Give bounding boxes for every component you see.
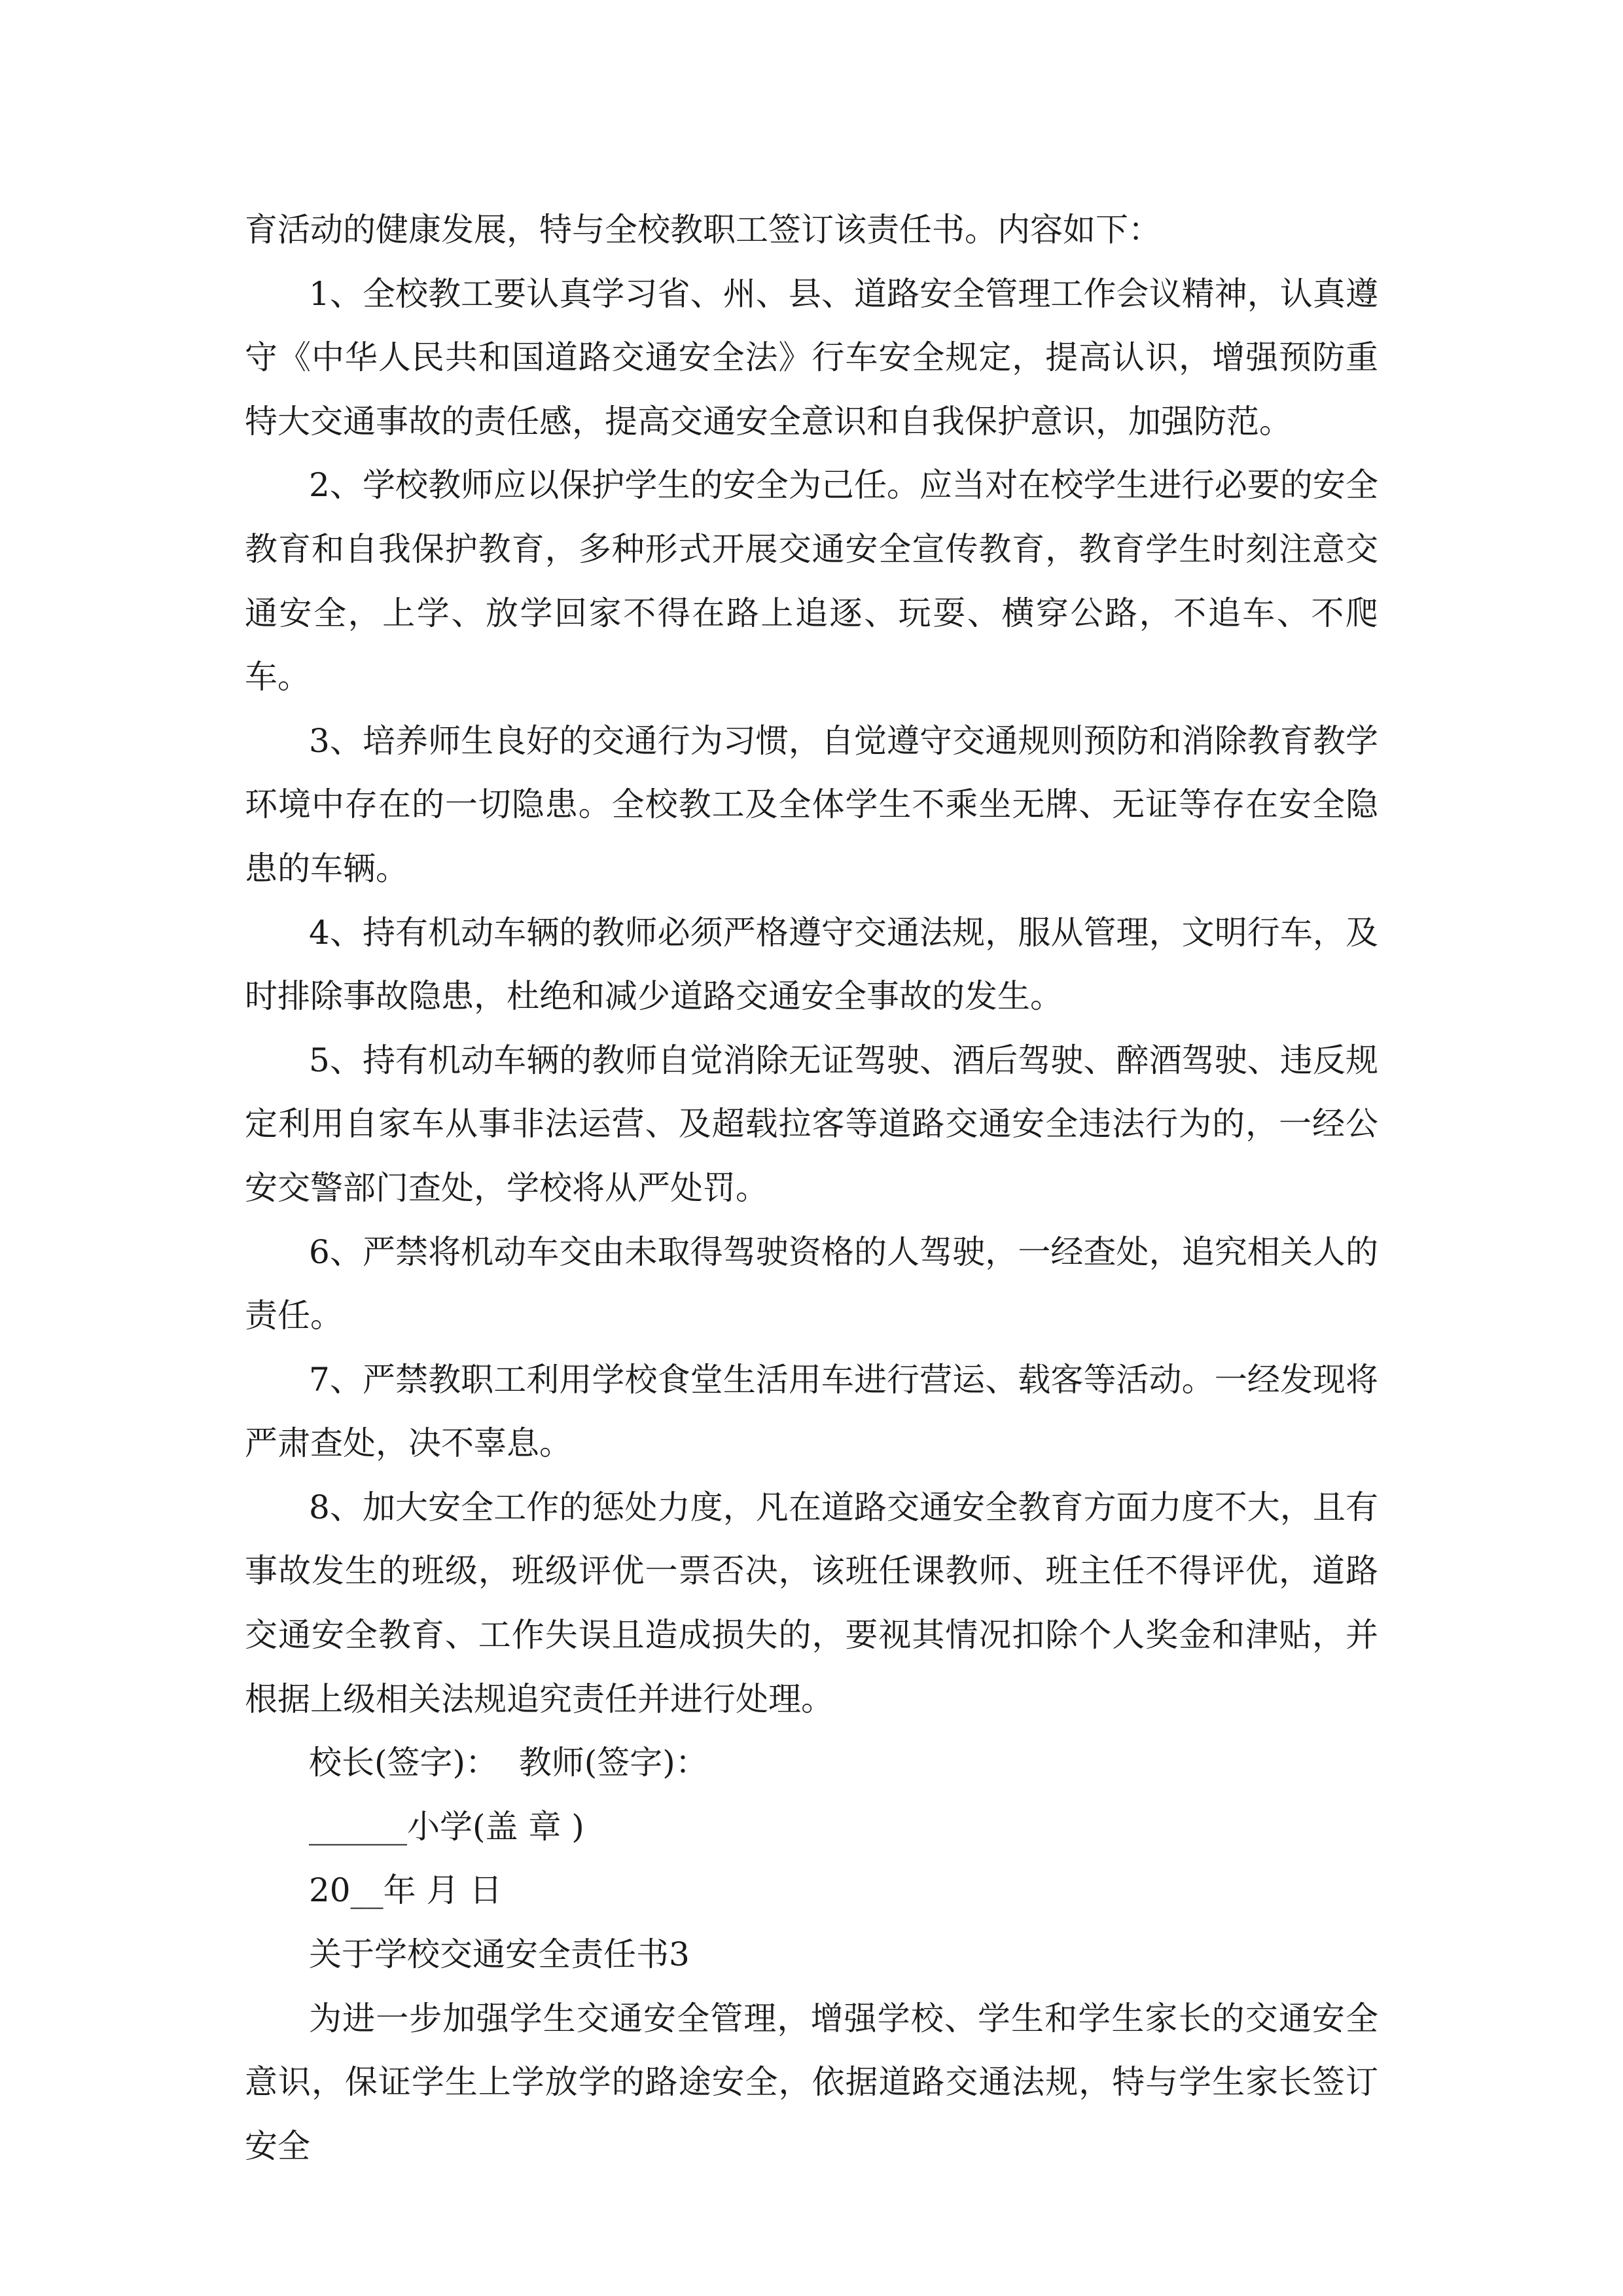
school-seal-line: ______小学(盖 章 ) (309, 1807, 584, 1846)
document-page (245, 198, 1378, 2178)
clause-4: 4、持有机动车辆的教师必须严格遵守交通法规，服从管理，文明行车，及时排除事故隐患，杜绝和减少道路交通安全事故的发生。 (245, 913, 1378, 1016)
clause-6: 6、严禁将机动车交由未取得驾驶资格的人驾驶，一经查处，追究相关人的责任。 (245, 1232, 1378, 1335)
section-title: 关于学校交通安全责任书3 (309, 1935, 690, 1974)
date-line: 20__年 月 日 (309, 1871, 503, 1910)
clause-3: 3、培养师生良好的交通行为习惯，自觉遵守交通规则预防和消除教育教学环境中存在的一切隐患。全校教工及全体学生不乘坐无牌、无证等存在安全隐患的车辆。 (245, 721, 1378, 888)
clause-5: 5、持有机动车辆的教师自觉消除无证驾驶、酒后驾驶、醉酒驾驶、违反规定利用自家车从事非法运营、及超载拉客等道路交通安全违法行为的，一经公安交警部门查处，学校将从严处罚。 (245, 1041, 1378, 1207)
clause-2: 2、学校教师应以保护学生的安全为己任。应当对在校学生进行必要的安全教育和自我保护教育，多种形式开展交通安全宣传教育，教育学生时刻注意交通安全，上学、放学回家不得在路上追逐、玩耍、横穿公路，不追车、不爬车。 (245, 466, 1378, 696)
clause-1: 1、全校教工要认真学习省、州、县、道路安全管理工作会议精神，认真遵守《中华人民共和国道路交通安全法》行车安全规定，提高认识，增强预防重特大交通事故的责任感，提高交通安全意识和自我保护意识，加强防范。 (245, 274, 1378, 440)
continuation-paragraph: 育活动的健康发展，特与全校教职工签订该责任书。内容如下： (245, 211, 1161, 249)
clause-8: 8、加大安全工作的惩处力度，凡在道路交通安全教育方面力度不大，且有事故发生的班级，班级评优一票否决，该班任课教师、班主任不得评优，道路交通安全教育、工作失误且造成损失的，要视其情况扣除个人奖金和津贴，并根据上级相关法规追究责任并进行处理。 (245, 1488, 1378, 1718)
clause-7: 7、严禁教职工利用学校食堂生活用车进行营运、载客等活动。一经发现将严肃查处，决不辜息。 (245, 1360, 1378, 1463)
signature-line: 校长(签字)： 教师(签字)： (309, 1744, 708, 1782)
section-intro-paragraph: 为进一步加强学生交通安全管理，增强学校、学生和学生家长的交通安全意识，保证学生上学放学的路途安全，依据道路交通法规，特与学生家长签订安全 (245, 1999, 1378, 2165)
